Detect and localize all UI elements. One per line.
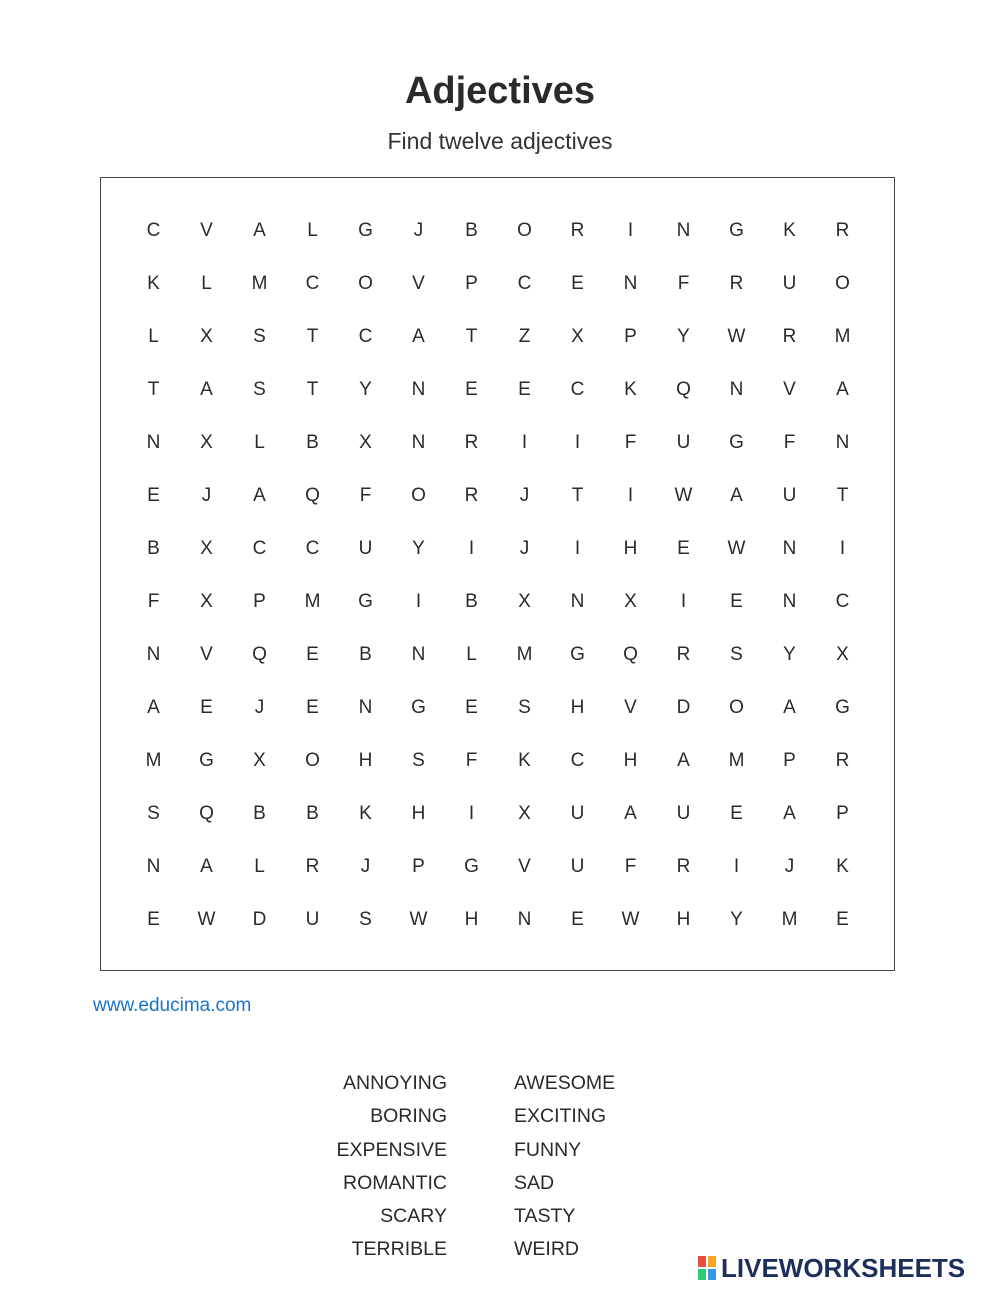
grid-letter[interactable]: H <box>464 908 479 930</box>
grid-letter[interactable]: K <box>624 378 637 400</box>
liveworksheets-logo[interactable] <box>697 1253 965 1283</box>
grid-letter[interactable]: G <box>835 696 850 718</box>
grid-letter[interactable]: J <box>254 696 265 718</box>
grid-letter[interactable]: H <box>411 802 426 824</box>
liveworksheets-logo-icon <box>697 1255 717 1281</box>
grid-letter[interactable]: B <box>306 802 319 824</box>
grid-letter[interactable]: V <box>200 219 213 241</box>
grid-letter[interactable]: H <box>676 908 691 930</box>
grid-letter[interactable]: Y <box>730 908 743 930</box>
grid-letter[interactable]: B <box>147 537 160 559</box>
grid-letter[interactable]: P <box>783 749 796 771</box>
grid-letter[interactable]: P <box>624 325 637 347</box>
grid-letter[interactable]: B <box>465 219 478 241</box>
grid-letter[interactable]: N <box>146 431 161 453</box>
grid-letter[interactable]: G <box>358 219 373 241</box>
grid-letter[interactable]: I <box>574 431 581 453</box>
grid-letter[interactable]: E <box>306 643 319 665</box>
grid-letter[interactable]: G <box>570 643 585 665</box>
grid-letter[interactable]: L <box>201 272 212 294</box>
grid-letter[interactable]: X <box>200 325 213 347</box>
liveworksheets-logo-text: LIVEWORKSHEETS <box>721 1252 966 1283</box>
grid-letter[interactable]: R <box>464 484 479 506</box>
grid-letter[interactable]: F <box>677 272 690 294</box>
grid-letter[interactable]: S <box>730 643 743 665</box>
grid-letter[interactable]: G <box>464 855 479 877</box>
grid-letter[interactable]: E <box>571 272 584 294</box>
grid-letter[interactable]: Q <box>199 802 214 824</box>
grid-letter[interactable]: S <box>518 696 531 718</box>
grid-letter[interactable]: E <box>465 378 478 400</box>
grid-letter[interactable]: R <box>835 749 850 771</box>
grid-letter[interactable]: Y <box>359 378 372 400</box>
grid-letter[interactable]: O <box>305 749 320 771</box>
grid-letter[interactable]: U <box>782 484 797 506</box>
grid-letter[interactable]: A <box>677 749 690 771</box>
grid-letter[interactable]: P <box>412 855 425 877</box>
grid-letter[interactable]: A <box>147 696 160 718</box>
grid-letter[interactable]: E <box>730 802 743 824</box>
grid-letter[interactable]: A <box>624 802 637 824</box>
grid-letter[interactable]: N <box>623 272 638 294</box>
grid-letter[interactable]: E <box>465 696 478 718</box>
grid-letter[interactable]: N <box>782 537 797 559</box>
grid-letter[interactable]: N <box>146 855 161 877</box>
grid-letter[interactable]: T <box>571 484 584 506</box>
grid-letter[interactable]: W <box>727 537 746 559</box>
grid-letter[interactable]: R <box>570 219 585 241</box>
grid-letter[interactable]: S <box>359 908 372 930</box>
grid-letter[interactable]: M <box>834 325 851 347</box>
grid-letter[interactable]: X <box>518 802 531 824</box>
grid-letter[interactable]: G <box>199 749 214 771</box>
grid-letter[interactable]: N <box>835 431 850 453</box>
grid-letter[interactable]: X <box>200 590 213 612</box>
grid-letter[interactable]: T <box>306 378 319 400</box>
word-list-item: BORING <box>370 1105 447 1128</box>
grid-letter[interactable]: C <box>252 537 267 559</box>
grid-letter[interactable]: U <box>570 855 585 877</box>
grid-letter[interactable]: I <box>468 537 475 559</box>
grid-letter[interactable]: R <box>464 431 479 453</box>
grid-letter[interactable]: N <box>146 643 161 665</box>
grid-letter[interactable]: S <box>253 378 266 400</box>
grid-letter[interactable]: W <box>409 908 428 930</box>
grid-letter[interactable]: A <box>200 378 213 400</box>
grid-letter[interactable]: V <box>200 643 213 665</box>
grid-letter[interactable]: E <box>306 696 319 718</box>
grid-letter[interactable]: G <box>411 696 426 718</box>
grid-letter[interactable]: N <box>729 378 744 400</box>
grid-letter[interactable]: I <box>521 431 528 453</box>
grid-letter[interactable]: O <box>729 696 744 718</box>
grid-letter[interactable]: I <box>627 484 634 506</box>
grid-letter[interactable]: U <box>782 272 797 294</box>
grid-letter[interactable]: A <box>783 696 796 718</box>
grid-letter[interactable]: A <box>783 802 796 824</box>
grid-letter[interactable]: Z <box>518 325 531 347</box>
grid-letter[interactable]: G <box>729 431 744 453</box>
grid-letter[interactable]: J <box>519 484 530 506</box>
grid-letter[interactable]: A <box>253 219 266 241</box>
grid-letter[interactable]: W <box>197 908 216 930</box>
grid-letter[interactable]: I <box>839 537 846 559</box>
word-list-item: EXPENSIVE <box>336 1138 447 1161</box>
grid-letter[interactable]: K <box>147 272 160 294</box>
grid-letter[interactable]: N <box>411 431 426 453</box>
grid-letter[interactable]: P <box>836 802 849 824</box>
grid-letter[interactable]: H <box>570 696 585 718</box>
word-list-item: AWESOME <box>514 1072 616 1094</box>
grid-letter[interactable]: A <box>200 855 213 877</box>
grid-letter[interactable]: R <box>835 219 850 241</box>
grid-letter[interactable]: C <box>358 325 373 347</box>
grid-letter[interactable]: P <box>465 272 478 294</box>
grid-letter[interactable]: U <box>570 802 585 824</box>
grid-letter[interactable]: O <box>411 484 426 506</box>
grid-letter[interactable]: V <box>412 272 425 294</box>
grid-letter[interactable]: I <box>733 855 740 877</box>
grid-letter[interactable]: K <box>783 219 796 241</box>
grid-letter[interactable]: J <box>360 855 371 877</box>
grid-letter[interactable]: D <box>252 908 267 930</box>
grid-letter[interactable]: M <box>251 272 268 294</box>
grid-letter[interactable]: V <box>783 378 796 400</box>
grid-letter[interactable]: I <box>680 590 687 612</box>
grid-letter[interactable]: X <box>571 325 584 347</box>
grid-letter[interactable]: O <box>358 272 373 294</box>
grid-letter[interactable]: T <box>147 378 160 400</box>
grid-letter[interactable]: R <box>305 855 320 877</box>
grid-letter[interactable]: M <box>781 908 798 930</box>
grid-letter[interactable]: D <box>676 696 691 718</box>
grid-letter[interactable]: X <box>200 431 213 453</box>
grid-letter[interactable]: I <box>468 802 475 824</box>
grid-letter[interactable]: Q <box>252 643 267 665</box>
grid-letter[interactable]: K <box>836 855 849 877</box>
grid-letter[interactable]: E <box>200 696 213 718</box>
grid-letter[interactable]: M <box>728 749 745 771</box>
grid-letter[interactable]: W <box>727 325 746 347</box>
grid-letter[interactable]: S <box>253 325 266 347</box>
grid-letter[interactable]: X <box>836 643 849 665</box>
word-list-item: ANNOYING <box>342 1072 447 1094</box>
grid-letter[interactable]: B <box>253 802 266 824</box>
grid-letter[interactable]: N <box>411 643 426 665</box>
grid-letter[interactable]: E <box>677 537 690 559</box>
grid-letter[interactable]: W <box>621 908 640 930</box>
grid-letter[interactable]: A <box>730 484 743 506</box>
grid-letter[interactable]: N <box>782 590 797 612</box>
grid-letter[interactable]: E <box>147 908 160 930</box>
grid-letter[interactable]: G <box>729 219 744 241</box>
grid-letter[interactable]: A <box>412 325 425 347</box>
word-list-item: TERRIBLE <box>351 1238 447 1261</box>
grid-letter[interactable]: J <box>784 855 795 877</box>
grid-letter[interactable]: Y <box>677 325 690 347</box>
grid-letter[interactable]: X <box>624 590 637 612</box>
grid-letter[interactable]: C <box>570 378 585 400</box>
grid-letter[interactable]: H <box>358 749 373 771</box>
grid-letter[interactable]: N <box>358 696 373 718</box>
word-list-item: TASTY <box>514 1205 576 1228</box>
grid-letter[interactable]: T <box>306 325 319 347</box>
logo-square <box>697 1268 707 1281</box>
word-list-item: SCARY <box>380 1205 447 1228</box>
grid-letter[interactable]: T <box>836 484 849 506</box>
grid-letter[interactable]: L <box>148 325 159 347</box>
grid-letter[interactable]: B <box>359 643 372 665</box>
grid-letter[interactable]: N <box>570 590 585 612</box>
grid-letter[interactable]: F <box>359 484 372 506</box>
grid-letter[interactable]: F <box>624 431 637 453</box>
grid-letter[interactable]: U <box>676 431 691 453</box>
grid-letter[interactable]: U <box>676 802 691 824</box>
grid-letter[interactable]: B <box>306 431 319 453</box>
grid-letter[interactable]: J <box>413 219 424 241</box>
educima-link[interactable]: www.educima.com <box>93 995 252 1016</box>
grid-letter[interactable]: R <box>676 643 691 665</box>
logo-square <box>707 1268 717 1281</box>
word-list-item: ROMANTIC <box>343 1171 447 1194</box>
grid-letter[interactable]: X <box>200 537 213 559</box>
grid-letter[interactable]: B <box>465 590 478 612</box>
grid-letter[interactable]: X <box>359 431 372 453</box>
grid-letter[interactable]: V <box>518 855 531 877</box>
grid-letter[interactable]: E <box>730 590 743 612</box>
page-title: Adjectives <box>404 70 596 112</box>
grid-letter[interactable]: R <box>782 325 797 347</box>
logo-square <box>697 1255 707 1268</box>
grid-letter[interactable]: U <box>305 908 320 930</box>
grid-letter[interactable]: M <box>145 749 162 771</box>
grid-letter[interactable]: C <box>305 537 320 559</box>
grid-letter[interactable]: L <box>254 855 265 877</box>
word-list-item: WEIRD <box>514 1238 579 1261</box>
grid-letter[interactable]: W <box>674 484 693 506</box>
grid-letter[interactable]: J <box>519 537 530 559</box>
grid-letter[interactable]: E <box>147 484 160 506</box>
grid-letter[interactable]: H <box>623 537 638 559</box>
grid-letter[interactable]: M <box>516 643 533 665</box>
grid-letter[interactable]: I <box>415 590 422 612</box>
grid-letter[interactable]: L <box>466 643 477 665</box>
grid-letter[interactable]: R <box>676 855 691 877</box>
grid-letter[interactable]: J <box>201 484 212 506</box>
grid-letter[interactable]: X <box>253 749 266 771</box>
grid-letter[interactable]: S <box>147 802 160 824</box>
page-subtitle: Find twelve adjectives <box>387 128 613 154</box>
grid-letter[interactable]: F <box>624 855 637 877</box>
word-list-item: SAD <box>514 1171 555 1194</box>
grid-letter[interactable]: P <box>253 590 266 612</box>
grid-letter[interactable]: N <box>676 219 691 241</box>
grid-letter[interactable]: E <box>518 378 531 400</box>
grid-letter[interactable]: N <box>517 908 532 930</box>
grid-letter[interactable]: O <box>517 219 532 241</box>
grid-letter[interactable]: C <box>835 590 850 612</box>
word-list-right <box>514 1068 734 1268</box>
grid-letter[interactable]: E <box>836 908 849 930</box>
grid-letter[interactable]: A <box>253 484 266 506</box>
grid-letter[interactable]: N <box>411 378 426 400</box>
word-list-left <box>247 1068 447 1268</box>
grid-letter[interactable]: K <box>359 802 372 824</box>
grid-letter[interactable]: V <box>624 696 637 718</box>
word-search-grid <box>127 204 869 946</box>
grid-letter[interactable]: C <box>146 219 161 241</box>
word-list-item: EXCITING <box>514 1105 607 1128</box>
grid-letter[interactable]: S <box>412 749 425 771</box>
grid-letter[interactable]: Q <box>305 484 320 506</box>
grid-letter[interactable]: I <box>574 537 581 559</box>
grid-letter[interactable]: C <box>517 272 532 294</box>
grid-letter[interactable]: X <box>518 590 531 612</box>
word-list-item: FUNNY <box>514 1138 582 1161</box>
grid-letter[interactable]: M <box>304 590 321 612</box>
grid-letter[interactable]: U <box>358 537 373 559</box>
grid-letter[interactable]: C <box>305 272 320 294</box>
grid-letter[interactable]: F <box>465 749 478 771</box>
grid-letter[interactable]: Y <box>783 643 796 665</box>
grid-letter[interactable]: A <box>836 378 849 400</box>
grid-letter[interactable]: L <box>254 431 265 453</box>
grid-letter[interactable]: E <box>571 908 584 930</box>
logo-square <box>707 1255 717 1268</box>
grid-letter[interactable]: Y <box>412 537 425 559</box>
grid-letter[interactable]: Q <box>676 378 691 400</box>
grid-letter[interactable]: O <box>835 272 850 294</box>
grid-letter[interactable]: I <box>627 219 634 241</box>
grid-letter[interactable]: G <box>358 590 373 612</box>
grid-letter[interactable]: F <box>147 590 160 612</box>
grid-letter[interactable]: F <box>783 431 796 453</box>
grid-letter[interactable]: T <box>465 325 478 347</box>
grid-letter[interactable]: H <box>623 749 638 771</box>
grid-letter[interactable]: L <box>307 219 318 241</box>
grid-letter[interactable]: C <box>570 749 585 771</box>
grid-letter[interactable]: Q <box>623 643 638 665</box>
grid-letter[interactable]: R <box>729 272 744 294</box>
grid-letter[interactable]: K <box>518 749 531 771</box>
